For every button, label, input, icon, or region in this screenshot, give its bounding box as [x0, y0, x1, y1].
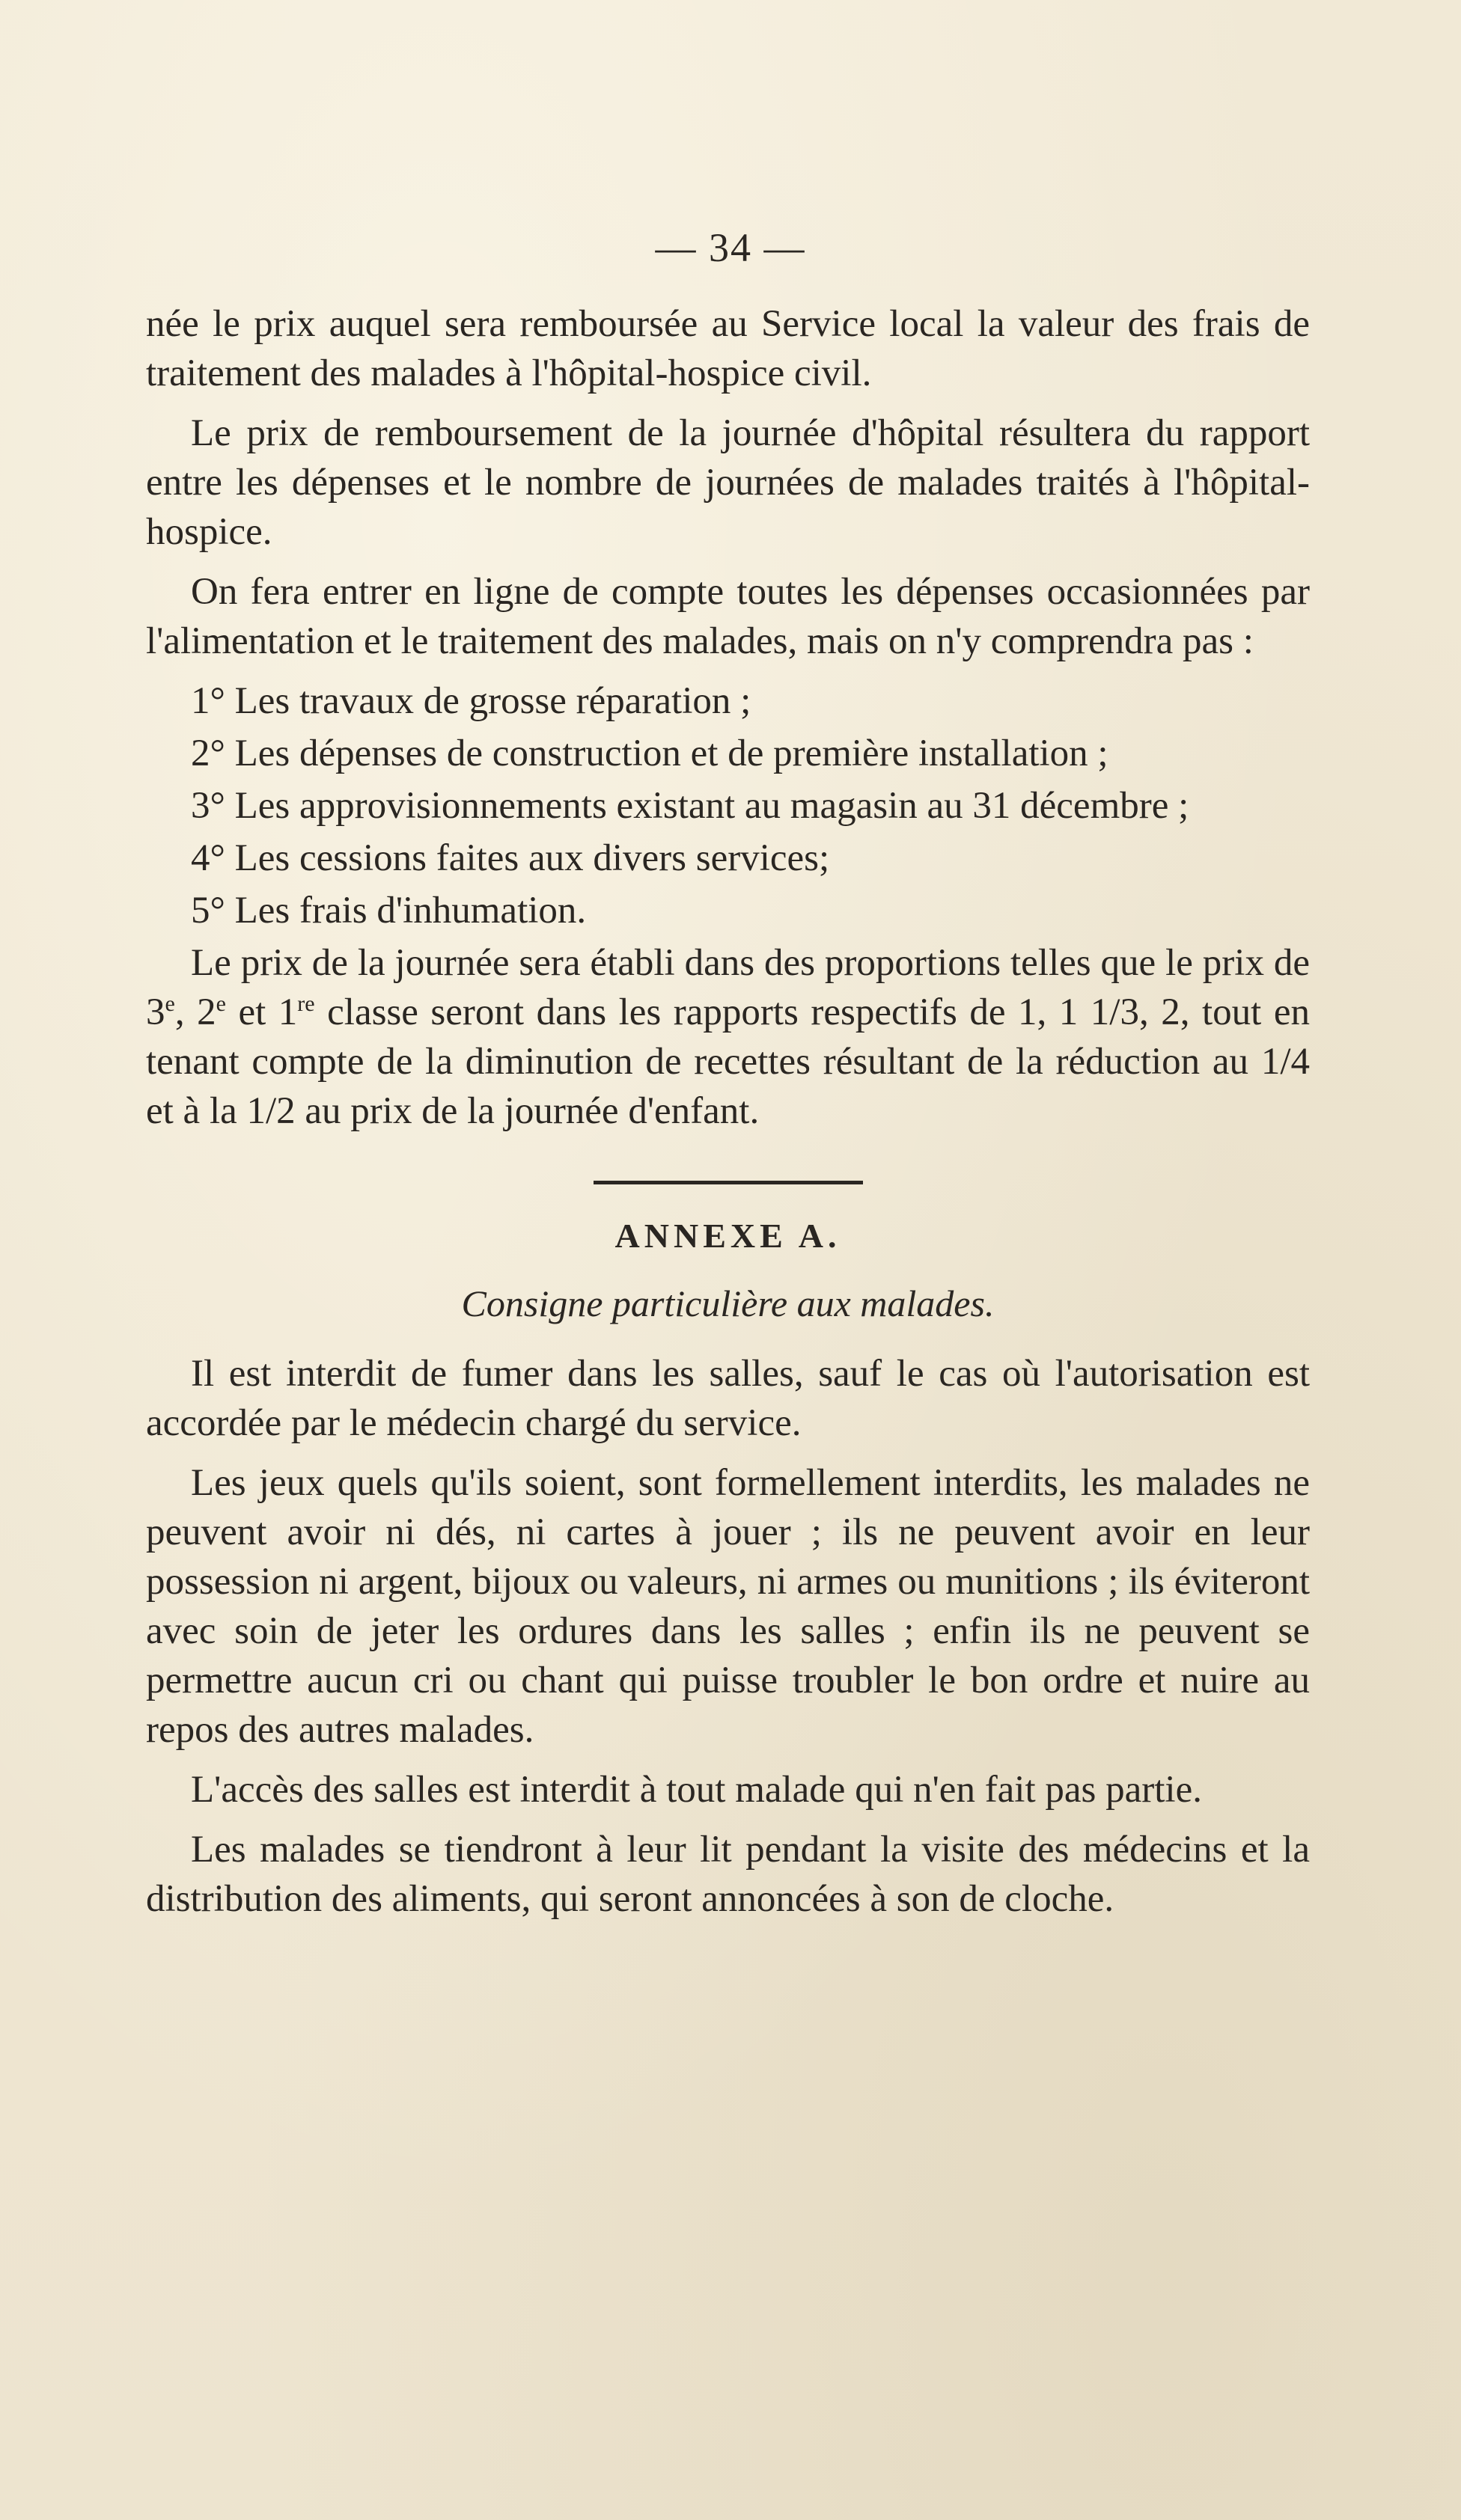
- section-divider: [594, 1181, 863, 1184]
- list-item: 3° Les approvisionnements existant au magasin au 31 décembre ;: [191, 785, 1189, 827]
- classes-text-mid2: et 1: [225, 991, 298, 1033]
- classes-text-after: classe seront dans les rapports respectifs de 1, 1 1/3, 2, tout en tenant compte de la diminution de recettes résultant de la réduction au 1/4 et à la 1/2 au prix de la journée d'enfant.: [146, 991, 1311, 1132]
- page-body: [146, 299, 1310, 1934]
- paragraph-acces: L'accès des salles est interdit à tout malade qui n'en fait pas partie.: [191, 1769, 1202, 1811]
- ordinal-sup: e: [216, 991, 226, 1016]
- paragraph-jeux: Les jeux quels qu'ils soient, sont formellement interdits, les malades ne peuvent avoir ni dés, ni cartes à jouer ; ils ne peuvent avoir en leur possession ni argent, bijoux ou valeurs, ni armes ou munitions ; ils éviteront avec soin de jeter les ordures dans les salles ; enfin ils ne peuvent se permettre aucun cri ou chant qui puisse troubler le bon ordre et nuire au repos des autres malades.: [146, 1462, 1310, 1751]
- exclusion-list: [146, 676, 1310, 935]
- paragraph-fumer: Il est interdit de fumer dans les salles, sauf le cas où l'autorisation est accordée par le médecin chargé du service.: [146, 1353, 1310, 1444]
- paragraph-visite: Les malades se tiendront à leur lit pendant la visite des médecins et la distribution des aliments, qui seront annoncées à son de cloche.: [146, 1829, 1310, 1920]
- page-number: — 34 —: [655, 225, 806, 270]
- ordinal-sup: re: [297, 991, 315, 1016]
- list-item: 5° Les frais d'inhumation.: [191, 890, 587, 932]
- paragraph-continuation: née le prix auquel sera remboursée au Service local la valeur des frais de traitement des malades à l'hôpital-hospice civil.: [146, 303, 1310, 394]
- annex-title: ANNEXE A.: [614, 1217, 841, 1255]
- paragraph-classes: [146, 938, 1310, 1136]
- paragraph-remboursement: Le prix de remboursement de la journée d'hôpital résultera du rapport entre les dépenses et le nombre de journées de malades traités à l'hôpital-hospice.: [146, 412, 1310, 553]
- classes-text-before: Le prix de la journée sera établi dans des proportions telles que le prix de 3: [146, 942, 1310, 1033]
- list-item: 1° Les travaux de grosse réparation ;: [191, 680, 751, 722]
- list-item: 4° Les cessions faites aux divers services;: [191, 837, 830, 879]
- paragraph-depenses: On fera entrer en ligne de compte toutes les dépenses occasionnées par l'alimentation et le traitement des malades, mais on n'y comprendra pas :: [146, 571, 1310, 662]
- ordinal-sup: e: [165, 991, 175, 1016]
- list-item: 2° Les dépenses de construction et de première installation ;: [191, 733, 1108, 774]
- annex-subtitle: Consigne particulière aux malades.: [461, 1282, 995, 1324]
- classes-text-mid1: , 2: [174, 991, 216, 1033]
